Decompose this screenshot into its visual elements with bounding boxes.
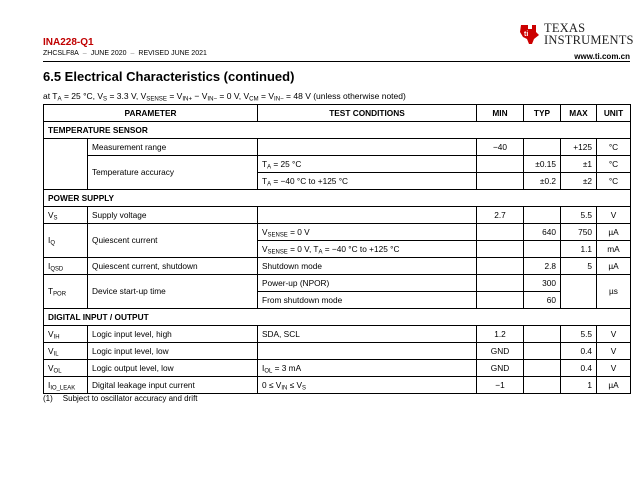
doc-date: JUNE 2020 (90, 50, 127, 57)
conditions-line: at $T_A = 25$ °C, $V_S = 3.3$ V, $V_{SENSE} = V_{IN+} - V_{IN-} = 0$ V, $V_{CM} = V_{IN-} = 48$ V (unless otherwise noted) (43, 91, 406, 103)
table-row: $V_{OL}$ Logic output level, low $I_{OL} = 3$ mA GND 0.4 V (44, 360, 631, 377)
electrical-characteristics-table (43, 104, 631, 394)
footnote (43, 394, 198, 403)
section-power-supply: POWER SUPPLY (44, 190, 631, 207)
table-row: $V_S$ Supply voltage 2.7 5.5 V (44, 207, 631, 224)
table-row: $I_{IO\_LEAK}$ Digital leakage input current $0 \le V_{IN} \le V_S$ −1 1 µA (44, 377, 631, 394)
header-parameter: PARAMETER (44, 105, 258, 122)
table-row: $V_{SENSE} = 0$ V, $T_A = -40$ °C to +125 °C 1.1 mA (44, 241, 631, 258)
table-row: Measurement range −40 +125 °C (44, 139, 631, 156)
doc-revised: REVISED JUNE 2021 (138, 50, 207, 57)
ti-logo-text (544, 22, 634, 46)
header-rule (43, 61, 630, 62)
table-row: $V_{IH}$ Logic input level, high SDA, SCL 1.2 5.5 V (44, 326, 631, 343)
table-row: $T_A = -40$ °C to +125 °C ±0.2 ±2 °C (44, 173, 631, 190)
header-test-conditions: TEST CONDITIONS (258, 105, 477, 122)
part-number: INA228-Q1 (43, 37, 94, 48)
header-unit: UNIT (597, 105, 631, 122)
footnote-number: (1) (43, 394, 53, 403)
footnote-text: Subject to oscillator accuracy and drift (62, 394, 198, 403)
ti-logo-line1: TEXAS (544, 21, 586, 35)
svg-text:ti: ti (524, 31, 529, 38)
table-row: From shutdown mode 60 (44, 292, 631, 309)
header-max: MAX (561, 105, 597, 122)
ti-logo (518, 20, 634, 50)
website-link[interactable]: www.ti.com.cn (574, 52, 630, 61)
header-typ: TYP (524, 105, 561, 122)
doc-id: ZHCSLF8A (43, 50, 79, 57)
table-row: $I_Q$ Quiescent current $V_{SENSE} = 0$ V 640 750 µA (44, 224, 631, 241)
section-temperature-sensor: TEMPERATURE SENSOR (44, 122, 631, 139)
table-row: Temperature accuracy $T_A = 25$ °C ±0.15 ±1 °C (44, 156, 631, 173)
ti-logo-line2: INSTRUMENTS (544, 33, 634, 47)
doc-info: ZHCSLF8A – JUNE 2020 – REVISED JUNE 2021 (43, 50, 207, 57)
ti-state-logo-icon (518, 23, 540, 45)
table-row: $V_{IL}$ Logic input level, low GND 0.4 V (44, 343, 631, 360)
header-min: MIN (477, 105, 524, 122)
table-header-row (44, 105, 631, 122)
section-digital-io: DIGITAL INPUT / OUTPUT (44, 309, 631, 326)
section-title: 6.5 Electrical Characteristics (continued) (43, 69, 295, 84)
table-row: $I_{QSD}$ Quiescent current, shutdown Shutdown mode 2.8 5 µA (44, 258, 631, 275)
table-row: $T_{POR}$ Device start-up time Power-up (NPOR) 300 µs (44, 275, 631, 292)
